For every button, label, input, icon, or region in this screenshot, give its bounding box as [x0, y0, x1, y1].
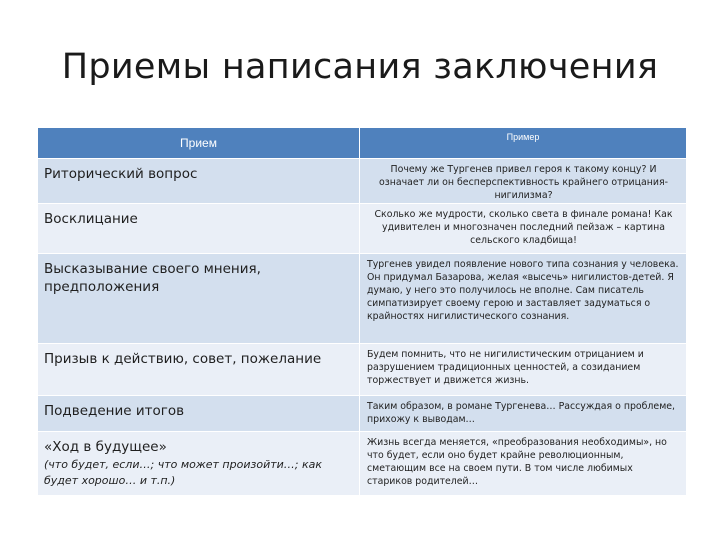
technique-cell: Призыв к действию, совет, пожелание [38, 344, 360, 396]
header-example: Пример [360, 128, 687, 159]
table-row [38, 254, 687, 344]
technique-note: (что будет, если…; что может произойти…; как будет хорошо… и т.п.) [44, 458, 323, 487]
technique-cell: Подведение итогов [38, 396, 360, 432]
slide-title: Приемы написания заключения [61, 47, 659, 87]
table-header-row [38, 128, 687, 159]
example-cell: Жизнь всегда меняется, «преобразования необходимы», но что будет, если оно будет крайне революционным, сметающим все на своем пути. В том числе любимых стариков родителей… [360, 432, 687, 496]
header-technique: Прием [38, 128, 360, 159]
example-cell: Тургенев увидел появление нового типа сознания у человека. Он придумал Базарова, желая «высечь» нигилистов-детей. Я думаю, у него это получилось не вполне. Сам писатель симпатизирует своему герою и заставляет задуматься о крайностях нигилистического сознания. [360, 254, 687, 344]
technique-cell [38, 432, 360, 496]
example-cell: Будем помнить, что не нигилистическим отрицанием и разрушением традиционных ценностей, а созиданием торжествует и движется жизнь. [360, 344, 687, 396]
technique-cell: Высказывание своего мнения, предположения [38, 254, 360, 344]
technique-cell: Риторический вопрос [38, 159, 360, 204]
example-cell: Сколько же мудрости, сколько света в финале романа! Как удивителен и многозначен последний пейзаж – картина сельского кладбища! [360, 204, 687, 254]
example-cell: Почему же Тургенев привел героя к такому концу? И означает ли он бесперспективность крайнего отрицания-нигилизма? [360, 159, 687, 204]
table-row [38, 344, 687, 396]
technique-label: «Ход в будущее» [44, 439, 167, 455]
technique-cell: Восклицание [38, 204, 360, 254]
table-row [38, 396, 687, 432]
table-row [38, 159, 687, 204]
table-row [38, 204, 687, 254]
techniques-table [37, 127, 687, 496]
table-row [38, 432, 687, 496]
example-cell: Таким образом, в романе Тургенева… Рассуждая о проблеме, прихожу к выводам… [360, 396, 687, 432]
